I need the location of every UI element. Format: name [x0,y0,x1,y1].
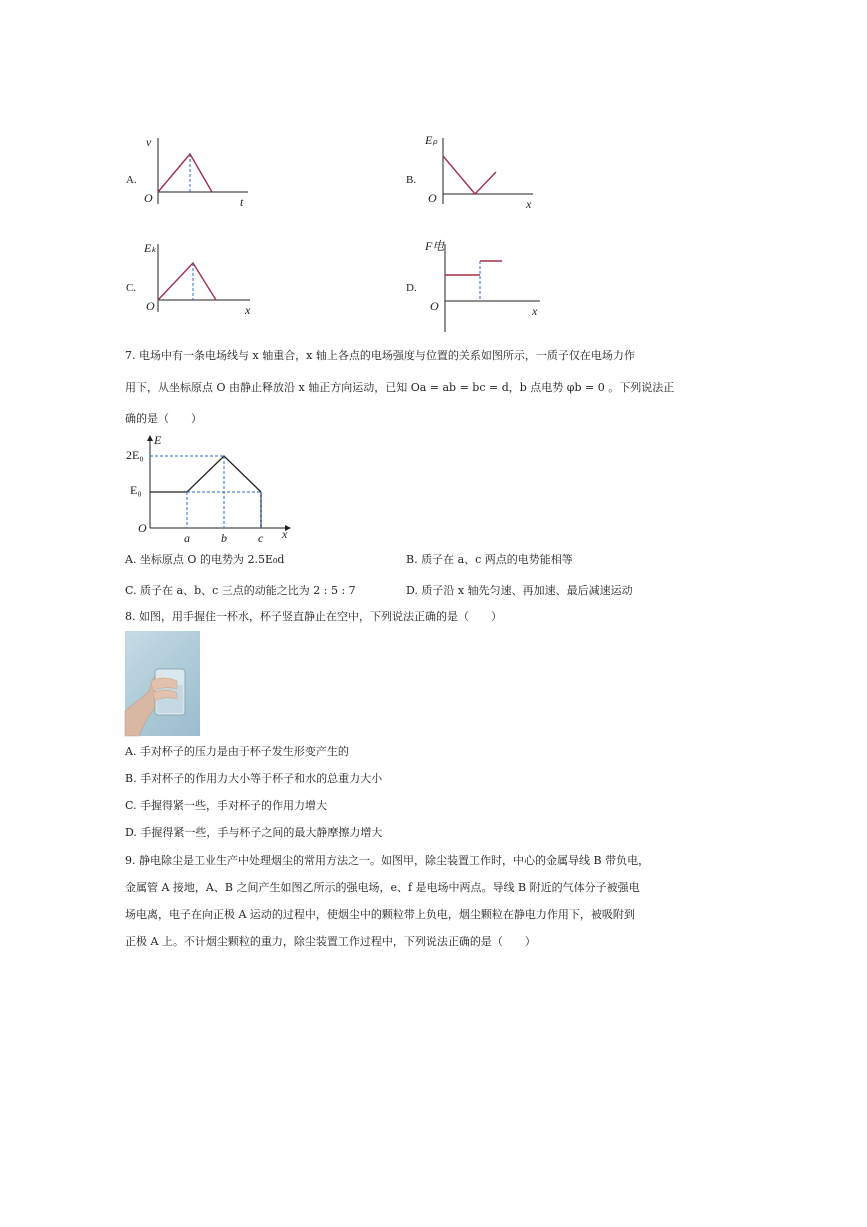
q7-option-c: C. 质子在 a、b、c 三点的动能之比为 2 : 5 : 7 [125,584,356,597]
graph-b-plot [400,130,550,210]
q7-marks [150,456,264,545]
q9-line3: 场电离，电子在向正极 A 运动的过程中，使烟尘中的颗粒带上负电，烟尘颗粒在静电力作用下，被吸附到 [125,908,635,921]
graph-c-letter: C. [126,282,137,294]
graph-a-curve [158,154,212,192]
graph-a-letter: A. [126,174,137,186]
graph-a-ylabel: v [146,135,152,149]
q7-xtick-a: a [184,531,190,545]
q7-line1: 7. 电场中有一条电场线与 x 轴重合，x 轴上各点的电场强度与位置的关系如图所示，一质子仅在电场力作 [125,349,635,362]
q7-origin: O [138,521,147,535]
q7-series-line [150,456,261,492]
graph-c-ylabel: Eₖ [144,241,157,255]
graph-d-origin: O [430,299,439,313]
q7-xlabel: x [282,527,288,541]
graph-a-plot [120,130,270,210]
q7-option-d: D. 质子沿 x 轴先匀速、再加速、最后减速运动 [406,584,633,597]
graph-c-plot [120,238,270,318]
graph-c [120,238,270,318]
q8-option-a: A. 手对杯子的压力是由于杯子发生形变产生的 [125,745,349,758]
q8-stem: 8. 如图，用手握住一杯水，杯子竖直静止在空中，下列说法正确的是（ ） [125,610,502,623]
graph-d [400,238,550,318]
graph-b [400,130,550,210]
graph-d-letter: D. [406,282,417,294]
q7-line2: 用下，从坐标原点 O 由静止释放沿 x 轴正方向运动，已知 Oa = ab = bc = d，b 点电势 φb = 0 。下列说法正 [125,381,675,394]
q7-ytick-e0: E₀ [130,483,142,497]
graph-b-origin: O [428,191,437,205]
q7-option-b: B. 质子在 a、c 两点的电势能相等 [406,553,573,566]
graph-d-plot [400,238,550,318]
graph-a [120,130,270,210]
q7-y-arrow [147,435,153,441]
q7-graph-plot [120,432,300,544]
q8-option-c: C. 手握得紧一些，手对杯子的作用力增大 [125,799,328,812]
graph-b-ylabel: Eₚ [425,133,438,147]
q7-ytick-2e0: 2E₀ [126,448,144,462]
graph-b-xlabel: x [526,197,532,211]
graph-d-ylabel: F电 [425,239,445,253]
hand-cup-illustration [125,631,200,736]
q7-graph [120,432,300,544]
hand-holding-cup-image [125,631,200,736]
graph-c-curve [158,263,216,300]
graph-c-origin: O [146,299,155,313]
q8-option-d: D. 手握得紧一些，手与杯子之间的最大静摩擦力增大 [125,826,383,839]
q7-xtick-c: c [258,531,264,545]
graph-b-letter: B. [406,174,417,186]
q7-option-a: A. 坐标原点 O 的电势为 2.5E₀d [125,553,285,566]
q7-line3: 确的是（ ） [125,412,202,425]
graph-a-origin: O [144,191,153,205]
q9-line1: 9. 静电除尘是工业生产中处理烟尘的常用方法之一。如图甲，除尘装置工作时，中心的金属导线 B 带负电， [125,854,650,867]
graph-b-curve [443,156,496,194]
q9-line4: 正极 A 上。不计烟尘颗粒的重力，除尘装置工作过程中，下列说法正确的是（ ） [125,935,536,948]
q9-line2: 金属管 A 接地，A、B 之间产生如图乙所示的强电场，e、f 是电场中两点。导线 B 附近的气体分子被强电 [125,881,640,894]
q7-ylabel: E [154,433,162,447]
q8-option-b: B. 手对杯子的作用力大小等于杯子和水的总重力大小 [125,772,383,785]
graph-d-xlabel: x [532,304,538,318]
q7-xtick-b: b [221,531,227,545]
graph-c-xlabel: x [245,303,251,317]
graph-a-xlabel: t [240,195,244,209]
